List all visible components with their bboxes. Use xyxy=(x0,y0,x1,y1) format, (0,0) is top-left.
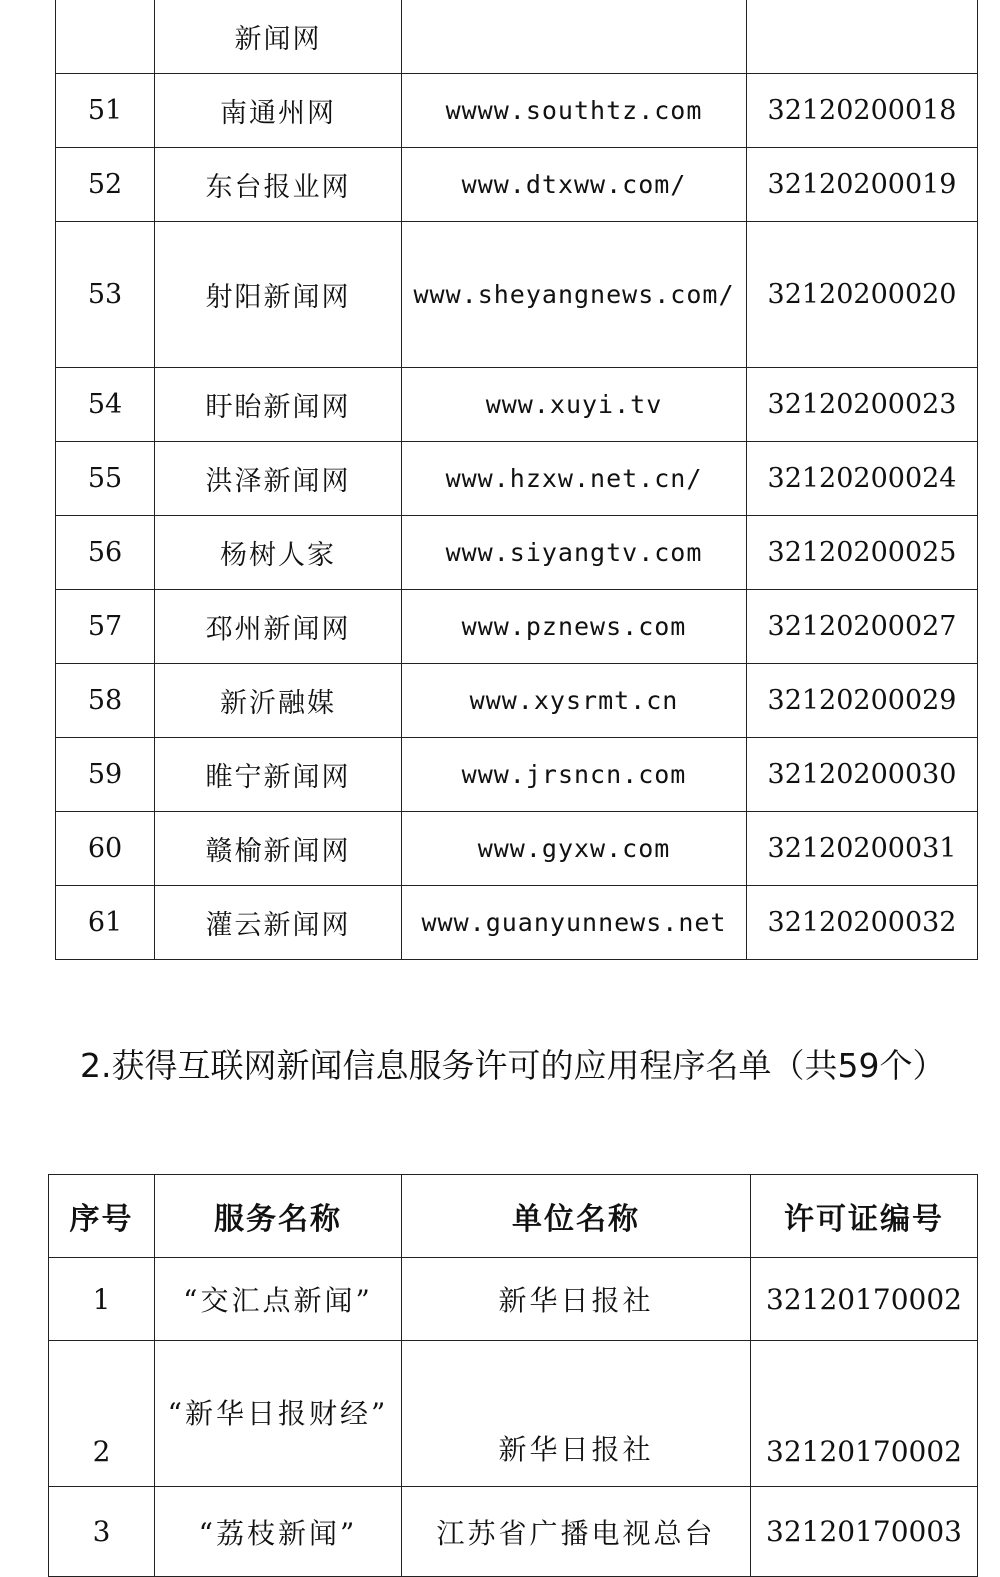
section-heading xyxy=(0,1030,990,1102)
table-row xyxy=(56,222,978,368)
site-url: www.hzxw.net.cn/ xyxy=(402,442,747,516)
license-number: 32120200024 xyxy=(747,442,978,516)
service-name: “新华日报财经” xyxy=(155,1341,402,1487)
license-number: 32120200029 xyxy=(747,664,978,738)
header-number: 序号 xyxy=(49,1175,155,1258)
table-row xyxy=(56,0,978,74)
row-number: 57 xyxy=(56,590,155,664)
row-number: 59 xyxy=(56,738,155,812)
row-number: 3 xyxy=(49,1487,155,1577)
site-url: www.jrsncn.com xyxy=(402,738,747,812)
row-number: 61 xyxy=(56,886,155,960)
license-number: 32120200032 xyxy=(747,886,978,960)
site-url: www.dtxww.com/ xyxy=(402,148,747,222)
table-row xyxy=(56,886,978,960)
site-url: www.gyxw.com xyxy=(402,812,747,886)
site-name: 盱眙新闻网 xyxy=(155,368,402,442)
site-name: 新沂融媒 xyxy=(155,664,402,738)
row-number: 60 xyxy=(56,812,155,886)
website-license-table xyxy=(55,0,978,960)
table-row xyxy=(56,516,978,590)
site-name: 灌云新闻网 xyxy=(155,886,402,960)
row-number xyxy=(56,0,155,74)
header-unit-name: 单位名称 xyxy=(402,1175,751,1258)
table-row xyxy=(56,74,978,148)
license-number: 32120200030 xyxy=(747,738,978,812)
site-url xyxy=(402,0,747,74)
license-number: 32120200027 xyxy=(747,590,978,664)
site-url: www.pznews.com xyxy=(402,590,747,664)
site-url: www.xysrmt.cn xyxy=(402,664,747,738)
license-number: 32120200018 xyxy=(747,74,978,148)
row-number: 51 xyxy=(56,74,155,148)
table-row xyxy=(56,590,978,664)
site-name: 洪泽新闻网 xyxy=(155,442,402,516)
row-number: 55 xyxy=(56,442,155,516)
site-url: www.xuyi.tv xyxy=(402,368,747,442)
row-number: 54 xyxy=(56,368,155,442)
table-row xyxy=(49,1258,978,1341)
site-name: 东台报业网 xyxy=(155,148,402,222)
table-row xyxy=(49,1341,978,1487)
unit-name: 江苏省广播电视总台 xyxy=(402,1487,751,1577)
license-number: 32120170002 xyxy=(751,1341,978,1487)
license-number: 32120200019 xyxy=(747,148,978,222)
unit-name: 新华日报社 xyxy=(402,1258,751,1341)
site-url: www.guanyunnews.net xyxy=(402,886,747,960)
site-name: 杨树人家 xyxy=(155,516,402,590)
license-number: 32120200023 xyxy=(747,368,978,442)
table-row xyxy=(56,738,978,812)
header-service-name: 服务名称 xyxy=(155,1175,402,1258)
site-name: 南通州网 xyxy=(155,74,402,148)
license-number: 32120200031 xyxy=(747,812,978,886)
section-heading-text: 2.获得互联网新闻信息服务许可的应用程序名单（共59个） xyxy=(80,1046,946,1085)
site-name: 新闻网 xyxy=(155,0,402,74)
app-license-table xyxy=(48,1174,978,1577)
row-number: 56 xyxy=(56,516,155,590)
unit-name: 新华日报社 xyxy=(402,1341,751,1487)
license-number: 32120170003 xyxy=(751,1487,978,1577)
row-number: 1 xyxy=(49,1258,155,1341)
table-row xyxy=(49,1487,978,1577)
row-number: 53 xyxy=(56,222,155,368)
header-license-number: 许可证编号 xyxy=(751,1175,978,1258)
site-url: www.sheyangnews.com/ xyxy=(402,222,747,368)
site-name: 射阳新闻网 xyxy=(155,222,402,368)
service-name: “荔枝新闻” xyxy=(155,1487,402,1577)
site-url: wwww.southtz.com xyxy=(402,74,747,148)
table-row xyxy=(56,148,978,222)
license-number: 32120170002 xyxy=(751,1258,978,1341)
license-number: 32120200020 xyxy=(747,222,978,368)
row-number: 58 xyxy=(56,664,155,738)
service-name: “交汇点新闻” xyxy=(155,1258,402,1341)
table-row xyxy=(56,812,978,886)
site-url: www.siyangtv.com xyxy=(402,516,747,590)
table-header-row xyxy=(49,1175,978,1258)
site-name: 睢宁新闻网 xyxy=(155,738,402,812)
row-number: 2 xyxy=(49,1341,155,1487)
license-number xyxy=(747,0,978,74)
license-number: 32120200025 xyxy=(747,516,978,590)
table-row xyxy=(56,664,978,738)
table-row xyxy=(56,442,978,516)
site-name: 赣榆新闻网 xyxy=(155,812,402,886)
site-name: 邳州新闻网 xyxy=(155,590,402,664)
row-number: 52 xyxy=(56,148,155,222)
table-row xyxy=(56,368,978,442)
